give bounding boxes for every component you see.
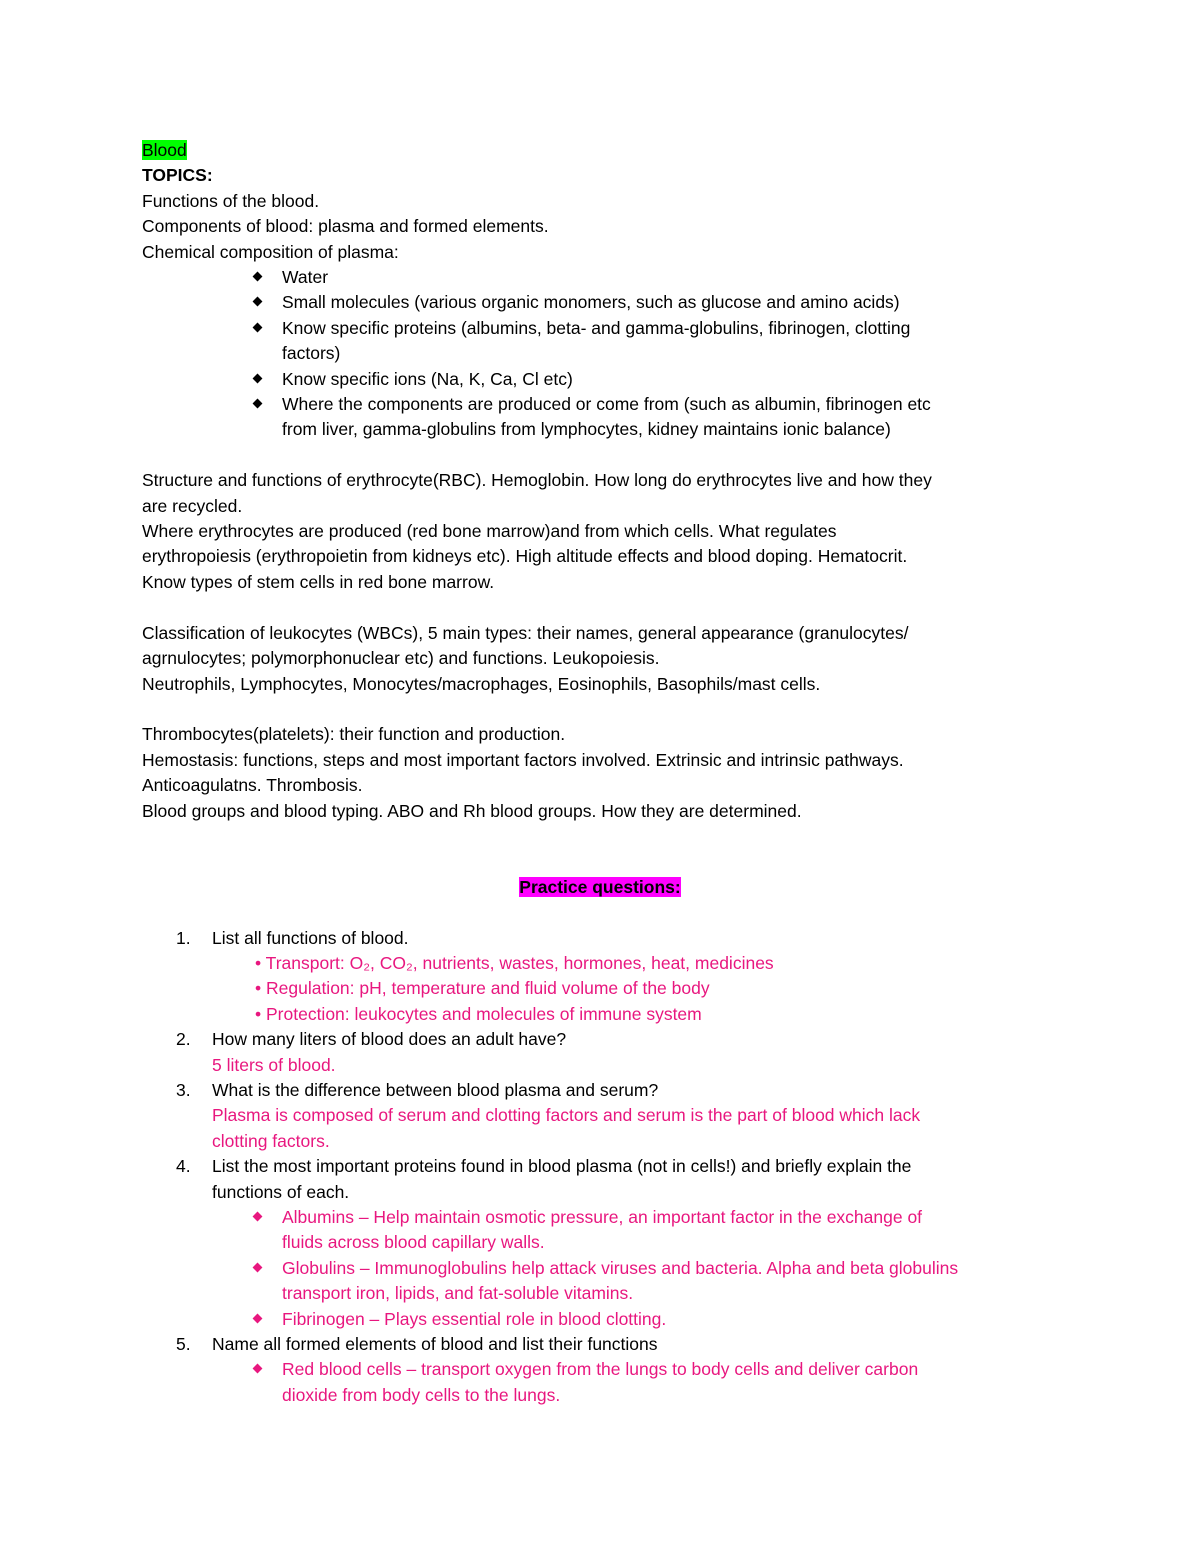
answer-line: 5 liters of blood. [212,1054,336,1075]
question-number: 3. [176,1079,191,1100]
rbc-paragraph-line: Structure and functions of erythrocyte(RBC). Hemoglobin. How long do erythrocytes live and how they [142,470,932,491]
question-text: Name all formed elements of blood and list their functions [212,1334,658,1355]
bullet-icon [253,297,263,307]
answer-line: • Transport: O₂, CO₂, nutrients, wastes, hormones, heat, medicines [255,952,774,973]
platelet-paragraph-line: Anticoagulatns. Thrombosis. [142,775,363,796]
answer-line: Plasma is composed of serum and clotting factors and serum is the part of blood which lack [212,1105,921,1126]
bullet-icon [253,399,263,409]
rbc-paragraph-line: Where erythrocytes are produced (red bone marrow)and from which cells. What regulates [142,521,837,542]
question-number: 5. [176,1334,191,1355]
question-item [142,1332,1062,1357]
question-number: 1. [176,927,191,948]
plasma-list-item: Where the components are produced or come from (such as albumin, fibrinogen etc from liver, gamma-globulins from lymphocytes, kidney maintains ionic balance) [142,392,1062,443]
bullet-icon [253,373,263,383]
topics-label: TOPICS: [142,165,213,186]
plasma-list-item: Small molecules (various organic monomers, such as glucose and amino acids) [142,290,1062,315]
question-item [142,1027,1062,1052]
platelet-paragraph-line: Blood groups and blood typing. ABO and Rh blood groups. How they are determined. [142,800,802,821]
question-text: What is the difference between blood plasma and serum? [212,1079,659,1100]
bullet-icon [253,1313,263,1323]
question-item [142,1154,1062,1205]
plasma-list-item: Know specific ions (Na, K, Ca, Cl etc) [142,367,1062,392]
plasma-list-item: Know specific proteins (albumins, beta- and gamma-globulins, fibrinogen, clotting factors) [142,316,1062,367]
question-item [142,1078,1062,1103]
topic-line: Chemical composition of plasma: [142,241,399,262]
rbc-paragraph-line: are recycled. [142,495,243,516]
question-text: functions of each. [212,1181,350,1202]
answer-line: • Protection: leukocytes and molecules of immune system [255,1003,702,1024]
question-item [142,926,1062,951]
question-number: 4. [176,1156,191,1177]
platelet-paragraph-line: Hemostasis: functions, steps and most important factors involved. Extrinsic and intrinsic pathways. [142,749,904,770]
bullet-icon [253,1364,263,1374]
question-text: How many liters of blood does an adult have? [212,1029,567,1050]
rbc-paragraph-line: erythropoiesis (erythropoietin from kidneys etc). High altitude effects and blood doping. Hematocrit. [142,546,908,567]
document-title: Blood [142,140,187,160]
practice-heading: Practice questions: [519,876,681,897]
question-text: List all functions of blood. [212,927,409,948]
bullet-icon [253,1212,263,1222]
answer-line: • Regulation: pH, temperature and fluid volume of the body [255,978,710,999]
topic-line: Functions of the blood. [142,190,320,211]
topic-line: Components of blood: plasma and formed elements. [142,216,549,237]
answer-line: clotting factors. [212,1130,330,1151]
wbc-paragraph-line: Neutrophils, Lymphocytes, Monocytes/macrophages, Eosinophils, Basophils/mast cells. [142,673,821,694]
document-body [142,138,1062,1408]
question-number: 2. [176,1029,191,1050]
rbc-paragraph-line: Know types of stem cells in red bone marrow. [142,571,495,592]
plasma-list-item: Water [142,265,1062,290]
question-text: List the most important proteins found in blood plasma (not in cells!) and briefly explain the [212,1156,912,1177]
answer-list-item: Red blood cells – transport oxygen from the lungs to body cells and deliver carbon dioxide from body cells to the lungs. [142,1357,1062,1408]
answer-list-item: Albumins – Help maintain osmotic pressure, an important factor in the exchange of fluids across blood capillary walls. [142,1205,1062,1256]
answer-list-item: Globulins – Immunoglobulins help attack viruses and bacteria. Alpha and beta globulins transport iron, lipids, and fat-soluble vitamins. [142,1256,1062,1307]
platelet-paragraph-line: Thrombocytes(platelets): their function and production. [142,724,566,745]
bullet-icon [253,322,263,332]
wbc-paragraph-line: agrnulocytes; polymorphonuclear etc) and functions. Leukopoiesis. [142,648,660,669]
bullet-icon [253,1262,263,1272]
bullet-icon [253,272,263,282]
wbc-paragraph-line: Classification of leukocytes (WBCs), 5 main types: their names, general appearance (granulocytes/ [142,622,909,643]
answer-list-item: Fibrinogen – Plays essential role in blood clotting. [142,1307,1062,1332]
